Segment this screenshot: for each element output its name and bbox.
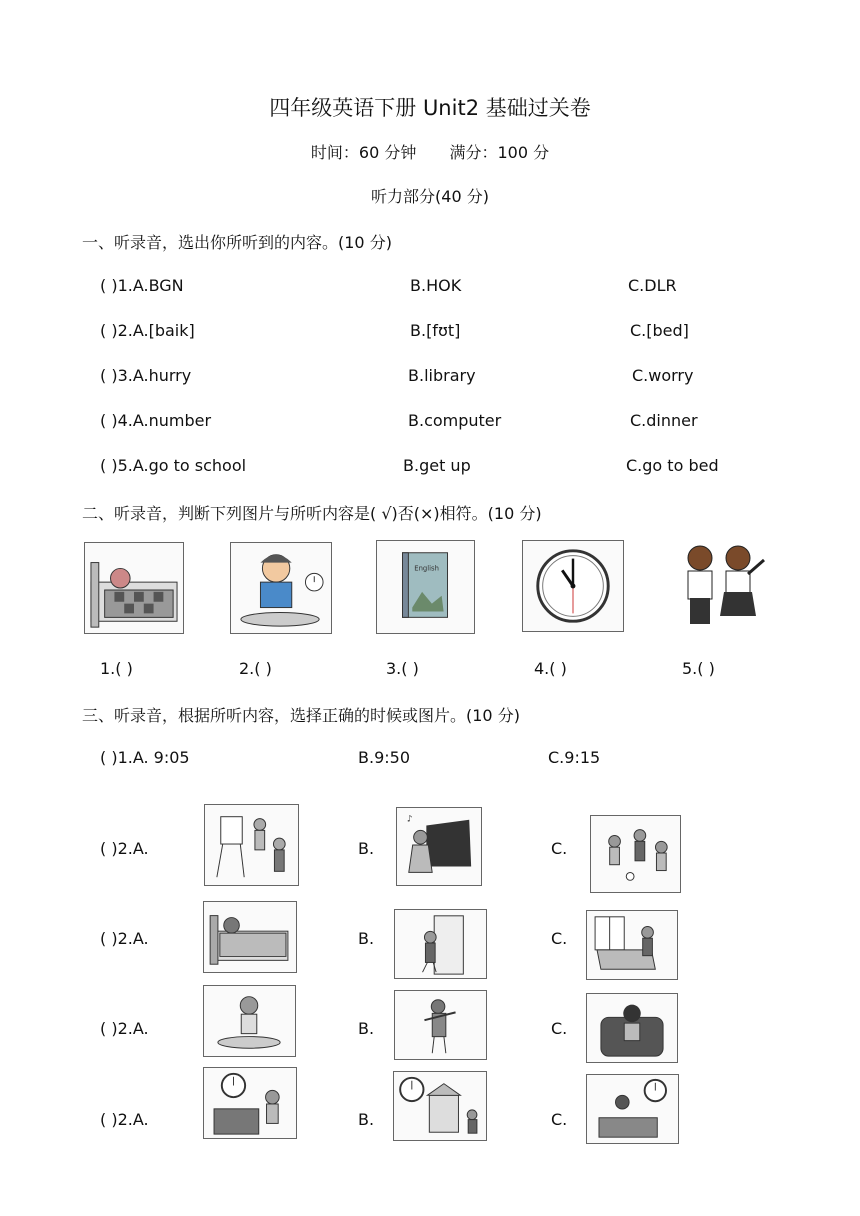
option-b: B.	[358, 929, 375, 948]
piano-girl-picture	[396, 807, 482, 886]
option-c: C.DLR	[628, 276, 677, 295]
option-c: C.go to bed	[626, 456, 719, 475]
question-number: ( )1.A. 9:05	[100, 748, 190, 767]
exam-meta	[0, 140, 860, 163]
question-number: ( )4.A.number	[100, 411, 212, 430]
option-b: B.	[358, 1110, 375, 1129]
answer-blank-5[interactable]: 5.( )	[682, 659, 715, 678]
page-title: 四年级英语下册 Unit2 基础过关卷	[269, 96, 591, 120]
answer-blank-1[interactable]: 1.( )	[100, 659, 133, 678]
section1-question-1	[100, 276, 800, 300]
boy-door-picture	[394, 909, 487, 979]
option-b: B.library	[408, 366, 476, 385]
girl-reading-picture	[586, 993, 678, 1063]
boy-eating-picture	[230, 542, 332, 634]
option-b: B.9:50	[358, 748, 410, 767]
option-c: C.	[551, 929, 568, 948]
section1-question-5	[100, 456, 800, 480]
answer-blank-2[interactable]: 2.( )	[239, 659, 272, 678]
sleeping-child-picture	[84, 542, 184, 634]
clock-boy-sofa-picture	[203, 1067, 297, 1139]
option-b: B.get up	[403, 456, 471, 475]
option-c: C.9:15	[548, 748, 601, 767]
playing-kids-picture	[590, 815, 681, 893]
question-number: ( )2.A.	[100, 929, 149, 948]
clock-picture	[522, 540, 624, 632]
section1-question-3	[100, 366, 800, 390]
option-c: C.	[551, 1019, 568, 1038]
option-c: C.	[551, 1110, 568, 1129]
two-students-picture	[668, 538, 772, 632]
section1-question-2	[100, 321, 800, 345]
english-book-picture	[376, 540, 475, 634]
option-b: B.	[358, 1019, 375, 1038]
section1-question-4	[100, 411, 800, 435]
option-b: B.HOK	[410, 276, 462, 295]
listening-part-label: 听力部分(40 分)	[371, 187, 489, 206]
option-c: C.worry	[632, 366, 694, 385]
question-number: ( )2.A.	[100, 839, 149, 858]
clock-school-boy-picture	[393, 1071, 487, 1141]
svg-text:♪: ♪	[406, 814, 413, 825]
section3-question-1	[100, 748, 800, 772]
option-b: B.[fʊt]	[410, 321, 461, 340]
option-c: C.	[551, 839, 568, 858]
question-number: ( )2.A.[baik]	[100, 321, 195, 340]
svg-text:English: English	[414, 564, 439, 573]
time-label: 时间：60 分钟	[310, 143, 417, 162]
boy-violin-picture	[394, 990, 487, 1060]
option-b: B.computer	[408, 411, 502, 430]
section2-heading: 二、听录音，判断下列图片与所听内容是( √)否(×)相符。(10 分)	[82, 504, 542, 523]
answer-blank-4[interactable]: 4.( )	[534, 659, 567, 678]
painting-boys-picture	[204, 804, 299, 886]
question-number: ( )2.A.	[100, 1110, 149, 1129]
answer-blank-3[interactable]: 3.( )	[386, 659, 419, 678]
boy-eating-dinner-picture	[203, 985, 296, 1057]
option-b: B.	[358, 839, 375, 858]
score-label: 满分：100 分	[449, 143, 550, 162]
question-number: ( )2.A.	[100, 1019, 149, 1038]
clock-boy-desk-picture	[586, 1074, 679, 1144]
question-number: ( )1.A.BGN	[100, 276, 184, 295]
section3-heading: 三、听录音，根据所听内容，选择正确的时候或图片。(10 分)	[82, 706, 520, 725]
option-c: C.[bed]	[630, 321, 689, 340]
boy-window-picture	[586, 910, 678, 980]
question-number: ( )3.A.hurry	[100, 366, 192, 385]
question-number: ( )5.A.go to school	[100, 456, 247, 475]
section1-heading: 一、听录音，选出你所听到的内容。(10 分)	[82, 233, 392, 252]
option-c: C.dinner	[630, 411, 698, 430]
sleeping-boy-picture	[203, 901, 297, 973]
